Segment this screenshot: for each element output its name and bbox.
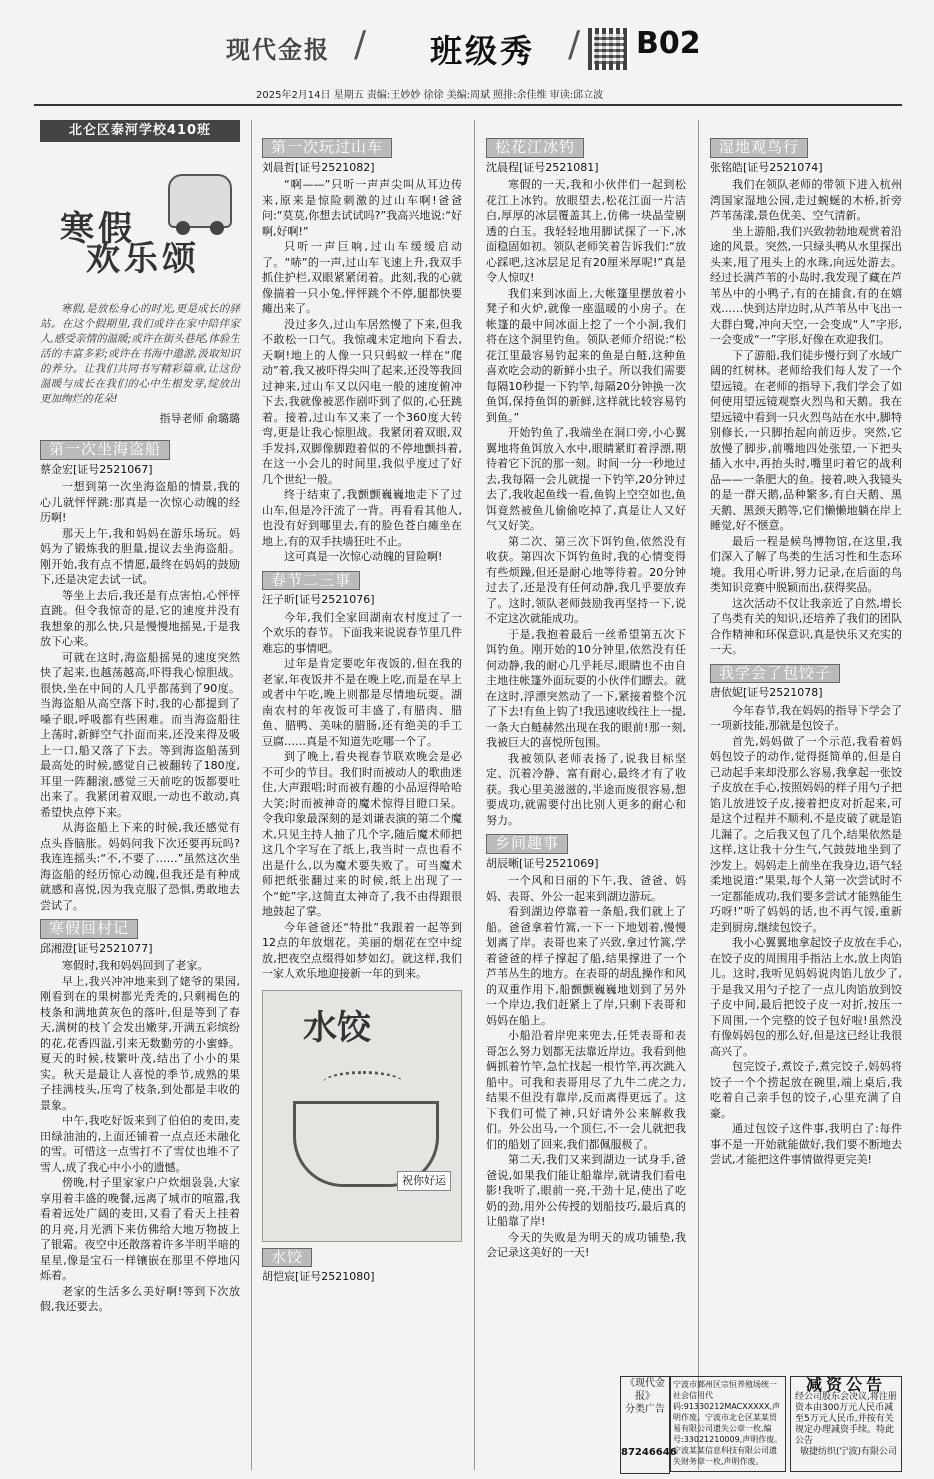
paragraph: 早上,我兴冲冲地来到了姥爷的果园,刚看到在的果树都光秃秃的,只剩褐色的枝条和满地黄灰色的落叶,但是等到了春天,满树的枝丫会发出嫩芽,开满五彩缤纷的花,花香四溢,引来无数勤劳的小蜜蜂。夏天的时候,枝繁叶茂,结出了小小的果实。秋天是最让人喜悦的季节,成熟的果子挂满枝头,压弯了枝条,到处都是丰收的景象。 — [40, 974, 240, 1112]
article-title: 湿地观鸟行 — [710, 138, 808, 158]
article-author: 张铭皓[证号2521074] — [710, 160, 823, 174]
paragraph: 通过包饺子这件事,我明白了:每件事不是一开始就能做好,我们要不断地去尝试,才能把这件事情做得更完美! — [710, 1122, 902, 1166]
article-author: 胡辰晰[证号2521069] — [486, 856, 599, 870]
column-2 — [262, 120, 462, 1287]
paragraph: 坐上游船,我们兴致勃勃地观赏着沿途的风景。突然,一只绿头鸭从水里探出头来,甩了甩头上的水珠,向远处游去。经过长满芦苇的小岛时,我发现了藏在芦苇丛中的小鸭子,有的在捕食,有的在嬉戏……快到达岸边时,从芦苇丛中飞出一大群白鹭,冲向天空,一会变成“人”字形,一会变成“一”字形,好像在欢迎我们。 — [710, 224, 902, 346]
article-author: 沈晨程[证号2521081] — [486, 160, 599, 174]
ad-phone: 87246646 — [621, 1447, 677, 1458]
hero-illustration — [40, 142, 240, 279]
paragraph: 从海盗船上下来的时候,我还感觉有点头昏脑胀。妈妈问我下次还要再玩吗?我连连摇头:“不,不要了……”虽然这次坐海盗船的经历惊心动魄,但我还是有种成就感和喜悦,因为我克服了恐惧,勇敢地去尝试了。 — [40, 821, 240, 912]
column-3 — [486, 120, 686, 1261]
qr-code-icon — [588, 28, 630, 70]
paragraph: 只听一声巨响,过山车缓缓启动了。“哧”的一声,过山车飞速上升,我双手抓住护栏,双眼紧紧闭着。此刻,我的心就像揣着一只小兔,怦怦跳个不停,腿都快要瘫出来了。 — [262, 240, 462, 315]
column-1 — [40, 120, 240, 1315]
steam-icon — [323, 1071, 403, 1094]
ad-label-1: 《现代金报》 — [625, 1378, 665, 1402]
ad-label-2: 分类广告 — [625, 1404, 665, 1415]
article-title: 松花江冰钓 — [486, 138, 584, 158]
paper-name: 现代金报 — [226, 36, 330, 64]
article-author: 胡恺宸[证号2521080] — [262, 1270, 375, 1283]
paragraph: 过年是肯定要吃年夜饭的,但在我的老家,年夜饭并不是在晚上吃,而是在早上或者中午吃,晚上则都是尽情地玩耍。湖南农村的年夜饭可丰盛了,有腊肉、腊鱼、腊鸭、美味的腊肠,还有绝美的手工豆腐……真是不知道先吃哪一个了。 — [262, 657, 462, 748]
column-divider — [698, 120, 699, 1470]
paragraph: “啊——”只听一声声尖叫从耳边传来,原来是惊险刺激的过山车啊!爸爸问:“莫莫,你想去试试吗?”我高兴地说:“好啊,好啊!” — [262, 178, 462, 238]
drawing-tag: 祝你好运 — [397, 1171, 451, 1191]
masthead — [0, 0, 934, 80]
paragraph: 傍晚,村子里家家户户炊烟袅袅,大家享用着丰盛的晚餐,远离了城市的喧嚣,我看着远处广阔的麦田,又看了看天上挂着的月亮,月光洒下来仿佛给大地万物披上了银霜。夜空中还散落着许多半明半暗的星星,像是宝石一样镶嵌在那里不停地闪烁着。 — [40, 1176, 240, 1282]
divider: / — [354, 24, 367, 65]
paragraph: 寒假的一天,我和小伙伴们一起到松花江上冰钓。放眼望去,松花江面一片洁白,厚厚的冰层覆盖其上,仿佛一块晶莹剔透的白玉。我轻轻地用脚试探了一下,冰面稳固如初。领队老师笑着告诉我们:“放心踩吧,这冰层足足有20厘米厚呢!”真是令人惊叹! — [486, 178, 686, 284]
paragraph: 今年爸爸还“特批”我跟着一起等到12点的年放烟花。美丽的烟花在空中绽放,把夜空点缀得如梦如幻。就这样,我们一家人欢乐地迎接新一年的到来。 — [262, 920, 462, 980]
paragraph: 一想到第一次坐海盗船的情景,我的心儿就怦怦跳:那真是一次惊心动魄的经历啊! — [40, 480, 240, 524]
article-title: 第一次玩过山车 — [262, 138, 392, 158]
paragraph: 开始钓鱼了,我端坐在洞口旁,小心翼翼地将鱼饵放入水中,眼睛紧盯着浮漂,期待着它下沉的那一刻。时间一分一秒地过去,我每隔一会儿就提一下钓竿,20分钟过去了,我收起鱼线一看,鱼钩上空空如也,鱼饵竟然被鱼儿偷偷吃掉了,真是让人又好气又好笑。 — [486, 426, 686, 532]
classified-ad-label — [620, 1376, 677, 1474]
paragraph: 我们在领队老师的带领下进入杭州湾国家湿地公园,走过蜿蜒的木桥,折旁芦苇荡漾,景色优美、空气清新。 — [710, 178, 902, 222]
article-author: 汪子昕[证号2521076] — [262, 593, 375, 606]
article-title: 乡间趣事 — [486, 834, 568, 854]
paragraph: 今天的失败是为明天的成功铺垫,我会记录这美好的一天! — [486, 1230, 686, 1259]
paragraph: 一个风和日丽的下午,我、爸爸、妈妈、表哥、外公一起来到湖边游玩。 — [486, 874, 686, 903]
paragraph: 包完饺子,煮饺子,煮完饺子,妈妈将饺子一个个捞起放在碗里,端上桌后,我吃着自己亲手包的饺子,心里充满了自豪。 — [710, 1060, 902, 1120]
page-number: B02 — [636, 26, 701, 61]
paragraph: 今年春节,我在妈妈的指导下学会了一项新技能,那就是包饺子。 — [710, 703, 902, 732]
article-title: 春节二三事 — [262, 571, 360, 591]
paragraph: 等坐上去后,我还是有点害怕,心怦怦直跳。但令我惊奇的是,它的速度并没有我想象的那么快,只是慢慢地摇晃,于是我放下心来。 — [40, 588, 240, 648]
paragraph: 最后一程是候鸟博物馆,在这里,我们深入了解了鸟类的生活习性和生态环境。我用心听讲,努力记录,在后面的鸟类知识竞赛中脱颖而出,获得奖品。 — [710, 534, 902, 594]
paragraph: 中午,我吃好饭来到了伯伯的麦田,麦田绿油油的,上面还铺着一点点还未融化的雪。可惜这一点雪打不了雪仗也堆不了雪人,成了我心中小小的遗憾。 — [40, 1114, 240, 1174]
article-title: 寒假回村记 — [40, 919, 138, 939]
paragraph: 我小心翼翼地拿起饺子皮放在手心,在饺子皮的周围用手指沾上水,放上肉馅儿。这时,我听见妈妈说肉馅儿放少了,于是我又用勺子挖了一点儿肉馅放到饺子皮中间,最后把饺子皮一对折,按压一下周围,一个完整的饺子包好啦!虽然没有像妈妈包的那么好,但是这已经让我很高兴了。 — [710, 936, 902, 1058]
paragraph: 这次活动不仅让我亲近了自然,增长了鸟类有关的知识,还培养了我们的团队合作精神和环保意识,真是快乐又充实的一天。 — [710, 596, 902, 656]
hero-title-2: 欢乐颂 — [86, 238, 200, 279]
paragraph: 这可真是一次惊心动魄的冒险啊! — [284, 550, 443, 563]
article-author: 刘晨哲[证号2521082] — [262, 160, 375, 174]
paragraph: 第二次、第三次下饵钓鱼,依然没有收获。第四次下饵钓鱼时,我的心情变得有些烦躁,但还是耐心地等待着。20分钟过去了,还是没有任何动静,我几乎要放弃了。这时,领队老师鼓励我再坚持一下,说不定这次就能成功。 — [486, 534, 686, 625]
header-rule — [34, 104, 902, 106]
intro: 寒假,是放松身心的时光,更是成长的驿站。在这个假期里,我们或许在家中陪伴家人,感受亲情的温暖;或许在街头巷尾,体验生活的丰富多彩;或许在书海中遨游,汲取知识的养分。让我们共同书写精彩篇章,让这份温暖与成长在我们的心中生根发芽,绽放出更加绚烂的花朵! — [40, 302, 240, 405]
divider: / — [568, 24, 581, 65]
section-name: 班级秀 — [430, 32, 536, 70]
column-4 — [710, 120, 902, 1168]
teacher-credit: 指导老师 俞璐璐 — [159, 411, 240, 425]
paragraph: 小船沿着岸兜来兜去,任凭表哥和表哥怎么努力划都无法靠近岸边。我看到他俩抓着竹竿,急忙找起一根竹竿,再次跳入船中。可我和表哥用尽了九牛二虎之力,结果不但没有靠岸,反而离得更远了。这下我们可慌了神,只好请外公来解救我们。外公出马,一个顶仨,不一会儿就把我们的船划了回来,我们都佩服极了。 — [486, 1029, 686, 1151]
paragraph: 终于结束了,我颤颤巍巍地走下了过山车,但是冷汗流了一背。再看看其他人,也没有好到哪里去,有的脸色苍白瘫坐在地上,有的双手扶墙狂吐不止。 — [262, 488, 462, 548]
column-divider — [251, 120, 252, 1470]
drawing-title: 水饺 — [303, 1007, 371, 1048]
paragraph: 看到湖边停靠着一条船,我们就上了船。爸爸拿着竹篙,一下一下地划着,慢慢划离了岸。表哥也来了兴致,拿过竹篙,学着爸爸的样子撑起了船,结果撑进了一个芦苇丛生的地方。在表哥的胡乱操作和风的双重作用下,船颤颤巍巍地划到了另外一个岸边,我们赶紧上了岸,只剩下表哥和妈妈在船上。 — [486, 905, 686, 1027]
capital-reduction-notice — [790, 1376, 902, 1472]
paragraph: 我们来到冰面上,大帐篷里摆放着小凳子和火炉,就像一座温暖的小房子。在帐篷的最中间冰面上挖了一个小洞,我们将在这个洞里钓鱼。领队老师介绍说:“松花江里最容易钓起来的鱼是白鲢,这种鱼喜欢吃会动的新鲜小虫子。所以我们需要每隔10秒提一下钓竿,每隔20分钟换一次鱼饵,保持鱼饵的新鲜,这样就比较容易钓到鱼。” — [486, 286, 686, 424]
paragraph: 可就在这时,海盗船摇晃的速度突然快了起来,也越荡越高,吓得我心惊胆战。很快,坐在中间的人几乎都荡到了90度。当海盗船从高空落下时,我的心都提到了嗓子眼,呼吸都有些困难。而当海盗船往上荡时,新鲜空气扑面而来,还没来得及吸上一口,船又落了下去。等到海盗船荡到最高处的时候,感觉自己被翻转了180度,耳里一阵翻滚,感觉三天前吃的饭都要吐出来了。我紧闭着双眼,一动也不敢动,真希望快点停下来。 — [40, 650, 240, 819]
paragraph: 老家的生活多么美好啊!等到下次放假,我还要去。 — [40, 1284, 240, 1313]
class-banner: 北仑区泰河学校410班 — [40, 120, 240, 142]
article-author: 蔡金宏[证号2521067] — [40, 462, 153, 476]
notice-title: 减资公告 — [805, 1375, 886, 1394]
paragraph: 到了晚上,看央视春节联欢晚会是必不可少的节目。我们时而被动人的歌曲迷住,大声跟唱;时而被有趣的小品逗得哈哈大笑;时而被神奇的魔术惊得目瞪口呆。令我印象最深刻的是刘谦表演的第二个魔术,只见主持人抽了几个字,随后魔术师把这几个字写在了纸上,我当时一点也看不出是什么,以为魔术要失败了。可当魔术师把纸张翻过来的时候,纸上出现了一个“蛇”字,这简直太神奇了,我不由得跟很地鼓起了掌。 — [262, 750, 462, 918]
car-icon — [168, 174, 232, 228]
hero-title-1: 寒假 — [60, 208, 136, 249]
column-divider — [474, 120, 475, 1470]
article-author: 邱湘澄[证号2521077] — [40, 941, 153, 955]
article-author: 唐依妮[证号2521078] — [710, 686, 823, 699]
paragraph: 于是,我抱着最后一丝希望第五次下饵钓鱼。刚开始的10分钟里,依然没有任何动静,我的耐心几乎耗尽,眼睛也不由自主地往帐篷外面玩耍的小伙伴们瞟去。就在这时,浮漂突然动了一下,紧接着整个沉了下去!有鱼上钩了!我迅速收线往上一提,一条大白鲢赫然出现在我的眼前!那一刻,我被巨大的喜悦所包围。 — [486, 627, 686, 749]
notice-company: 敏捷纺织(宁波)有限公司 — [799, 1447, 897, 1457]
article-title: 第一次坐海盗船 — [40, 440, 170, 460]
paragraph: 那天上午,我和妈妈在游乐场玩。妈妈为了锻炼我的胆量,提议去坐海盗船。刚开始,我有点不情愿,最终在妈妈的鼓励下,还是决定去试一试。 — [40, 526, 240, 586]
issue-meta: 2025年2月14日 星期五 责编:王妙妙 徐徐 美编:周斌 照排:余佳维 审读:邱立波 — [256, 90, 604, 101]
paragraph: 今年,我们全家回湖南农村度过了一个欢乐的春节。下面我来说说春节里几件难忘的事情吧。 — [262, 610, 462, 655]
article-title: 我学会了包饺子 — [710, 664, 840, 684]
article-title: 水饺 — [262, 1248, 312, 1268]
paragraph: 首先,妈妈做了一个示范,我看着妈妈包饺子的动作,觉得挺简单的,但是自己动起手来却没那么容易,我拿起一张饺子皮放在手心,按照妈妈的样子用勺子把馅儿放进饺子皮,接着把皮对折起来,可是这个过程并不顺利,不是皮破了就是馅儿漏了。之后我又包了几个,结果依然是这样,这让我十分生气,气鼓鼓地坐到了沙发上。妈妈走上前坐在我身边,语气轻柔地说道:“果果,每个人第一次尝试时不一定都能成功,我们要多尝试才能熟能生巧呀!”听了妈妈的话,也不再气馁,重新走到厨房,继续包饺子。 — [710, 734, 902, 934]
dumpling-drawing — [262, 990, 462, 1242]
paragraph: 我被领队老师表扬了,说我目标坚定、沉着冷静、富有耐心,最终才有了收获。我心里美滋滋的,半途而废很容易,想要成功,就需要付出比别人更多的耐心和努力。 — [486, 751, 686, 827]
paragraph: 下了游船,我们徒步慢行到了水域广阔的红树林。老师给我们每人发了一个望远镜。在老师的指导下,我们学会了如何使用望远镜观察火烈鸟和天鹅。我在望远镜中看到一只火烈鸟站在水中,脚特别修长,一只脚抬起向前迈步。突然,它放慢了脚步,前嘴地四处张望,一下把头插入水中,再抬头时,嘴里叼着它的战利品——一条肥大的鱼。接着,映入我镜头的是一群天鹅,品种繁多,有白天鹅、黑天鹅、黑颈天鹅等,它们懒懒地躺在岸上睡觉,好不惬意。 — [710, 348, 902, 532]
classified-ad-text: 宁波市鄞州区宗恒养殖场统一社会信用代码:91330212MACXXXXX,声明作废。宁波市北仑区某某贸易有限公司遗失公章一枚,编号:33021210009,声明作废。宁波某某信息科技有限公司遗失财务章一枚,声明作废。 — [670, 1376, 786, 1472]
notice-text: 经公司股东会决议,将注册资本由300万元人民币减至5万元人民币,并按有关规定办理减资手续。特此公告 — [795, 1392, 897, 1446]
paragraph: 没过多久,过山车居然慢了下来,但我不敢松一口气。我惊魂未定地向下看去,天啊!地上的人像一只只蚂蚁一样在“爬动”着,我又被吓得尖叫了起来,还没等我回过神来,过山车又以闪电一般的速度俯冲下去,我就像被恶作剧吓到了似的,心狂跳着。接着,过山车又来了一个360度大转弯,更是让我心惊胆战。我紧闭着双眼,双手发抖,双脚像脚蹬着似的不停地颤抖着,在这一小会儿的时间里,我似乎度过了好几个世纪一般。 — [262, 317, 462, 486]
paragraph: 第二天,我们又来到湖边一试身手,爸爸说,如果我们能让船靠岸,就请我们看电影!我听了,眼前一亮,干劲十足,使出了吃奶的劲,用外公传授的划船技巧,最后真的让船靠了岸! — [486, 1153, 686, 1228]
paragraph: 寒假时,我和妈妈回到了老家。 — [62, 959, 209, 972]
